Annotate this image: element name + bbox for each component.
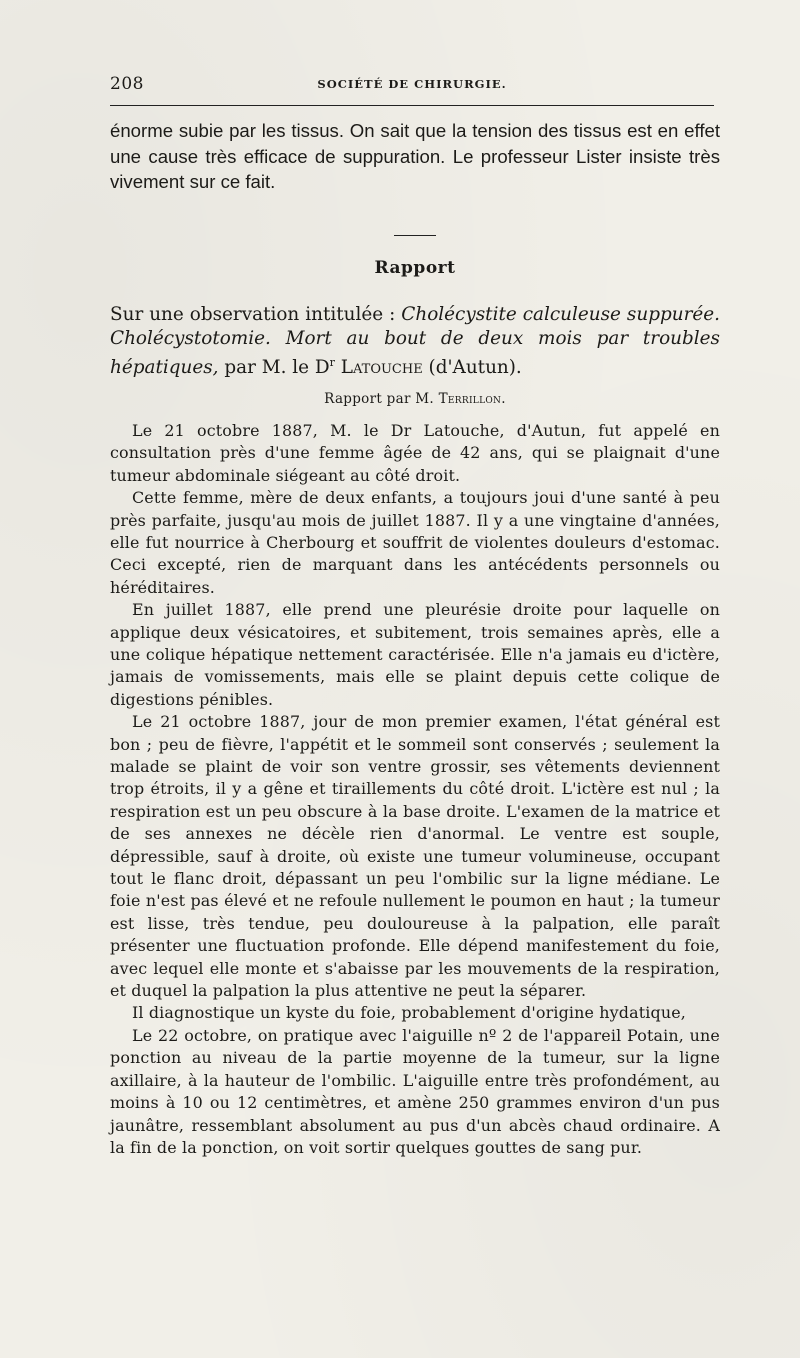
section-separator xyxy=(394,235,436,236)
paragraph: En juillet 1887, elle prend une pleurésie droite pour laquelle on applique deux vésicatoires, et subitement, trois semaines après, elle a une colique hépatique nettement caractérisée. Elle n'a jamais eu d'ictère, jamais de vomissements, mais elle se plaint depuis cette colique de digestions pénibles. xyxy=(110,600,720,709)
section-title: Rapport xyxy=(374,257,456,278)
subtitle-prefix: Sur une observation intitulée : xyxy=(110,303,402,325)
subtitle-superscript: r xyxy=(329,355,335,369)
subtitle-italic-title: Cholécystite calculeuse suppurée. Cholécystotomie. Mort au bout de deux mois par troubles hépatiques, xyxy=(110,303,720,378)
subtitle-author: Latouche xyxy=(334,356,423,378)
paragraph: Le 21 octobre 1887, M. le Dr Latouche, d'Autun, fut appelé en consultation près d'une femme âgée de 42 ans, qui se plaignait d'une tumeur abdominale siégeant au côté droit. xyxy=(110,420,720,485)
opening-paragraph: énorme subie par les tissus. On sait que la tension des tissus est en effet une cause très efficace de suppuration. Le professeur Lister insiste très vivement sur ce fait. xyxy=(110,120,720,193)
paragraph: Il diagnostique un kyste du foie, probablement d'origine hydatique, xyxy=(132,1003,686,1023)
subtitle-by: par M. le D xyxy=(218,356,330,378)
paragraph: Cette femme, mère de deux enfants, a toujours joui d'une santé à peu près parfaite, jusqu'au mois de juillet 1887. Il y a une vingtaine d'années, elle fut nourrice à Cherbourg et souffrit de violentes douleurs d'estomac. Ceci excepté, rien de marquant dans les antécédents personnels ou héréditaires. xyxy=(110,488,720,597)
rapport-par-label: Rapport par M. xyxy=(324,390,439,407)
paragraph: Le 22 octobre, on pratique avec l'aiguille nº 2 de l'appareil Potain, une ponction au niveau de la partie moyenne de la tumeur, sur la ligne axillaire, à la hauteur de l'ombilic. L'aiguille entre très profondément, au moins à 10 ou 12 centimètres, et amène 250 grammes environ d'un pus jaunâtre, ressemblant absolument au pus d'un abcès chaud ordinaire. A la fin de la ponction, on voit sortir quelques gouttes de sang pur. xyxy=(110,1025,720,1157)
subtitle-place: (d'Autun). xyxy=(422,356,522,378)
rapport-par-name: Terrillon. xyxy=(438,390,506,407)
running-head: SOCIÉTÉ DE CHIRURGIE. xyxy=(317,77,507,91)
rapport-par xyxy=(110,391,720,407)
header-rule xyxy=(110,105,714,106)
body-text xyxy=(110,118,720,1159)
report-content xyxy=(110,420,720,1159)
page-header xyxy=(110,70,714,100)
page-number: 208 xyxy=(110,74,144,94)
paragraph: Le 21 octobre 1887, jour de mon premier examen, l'état général est bon ; peu de fièvre, l'appétit et le sommeil sont conservés ; seulement la malade se plaint de voir son ventre grossir, ses vêtements deviennent trop étroits, il y a gêne et tiraillements du côté droit. L'ictère est nul ; la respiration est un peu obscure à la base droite. L'examen de la matrice et de ses annexes ne décèle rien d'anormal. Le ventre est souple, dépressible, sauf à droite, où existe une tumeur volumineuse, occupant tout le flanc droit, dépassant un peu l'ombilic sur la ligne médiane. Le foie n'est pas élevé et ne refoule nullement le poumon en haut ; la tumeur est lisse, très tendue, peu douloureuse à la palpation, elle paraît présenter une fluctuation profonde. Elle dépend manifestement du foie, avec lequel elle monte et s'abaisse par les mouvements de la respiration, et duquel la palpation la plus attentive ne peut la séparer. xyxy=(110,712,720,1001)
report-subtitle xyxy=(110,303,720,380)
